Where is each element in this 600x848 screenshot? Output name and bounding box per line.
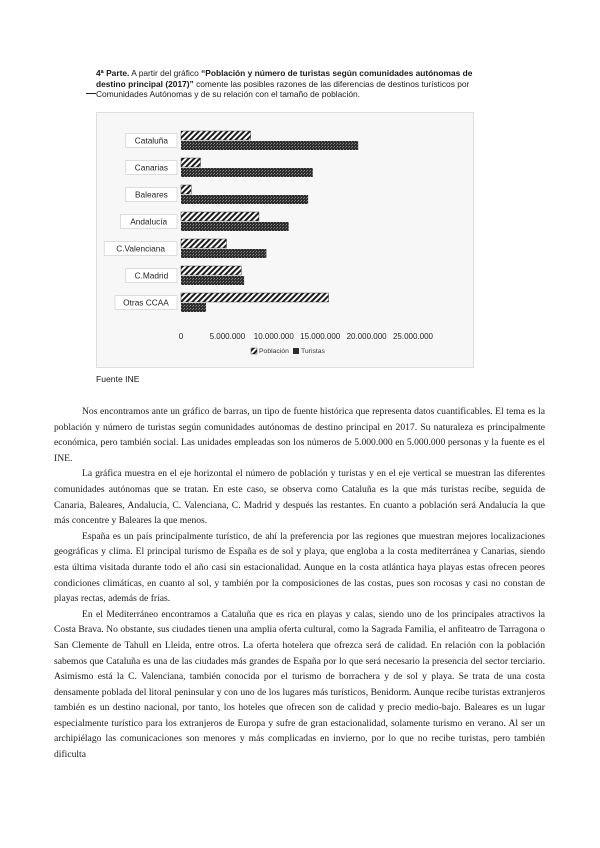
bar-turistas — [181, 222, 289, 231]
part-label: 4ª Parte. — [96, 68, 130, 78]
bar-turistas — [181, 249, 266, 258]
bar-chart — [97, 113, 473, 367]
bar-poblacion — [181, 158, 200, 167]
chart-figure — [96, 112, 474, 368]
bar-turistas — [181, 276, 244, 285]
legend-label-poblacion: Población — [259, 348, 289, 355]
bar-turistas — [181, 141, 358, 150]
legend-swatch-poblacion — [251, 348, 257, 354]
bar-poblacion — [181, 266, 241, 275]
category-label: Cataluña — [134, 135, 169, 146]
x-tick-label: 5.000.000 — [209, 332, 246, 341]
bar-poblacion — [181, 293, 329, 302]
bar-turistas — [181, 195, 308, 204]
margin-dash — [86, 93, 96, 94]
category-label: Otras CCAA — [123, 297, 169, 308]
category-label: C.Valenciana — [116, 243, 165, 254]
category-label: Canarias — [134, 162, 169, 173]
category-label: Baleares — [135, 189, 168, 200]
x-tick-label: 25.000.000 — [392, 332, 434, 341]
legend-swatch-turistas — [293, 348, 299, 354]
category-label: C.Madrid — [134, 270, 169, 281]
paragraph: La gráfica muestra en el eje horizontal el número de población y turistas y en el eje vertical se muestran las diferentes comunidades autónomas que se tratan. En este caso, se observa como Cataluña es la que más turistas recibe, seguida de Canaria, Baleares, Andalucía, C. Valenciana, C. Madrid y después las restantes. En cuanto a población será Andalucía la que más concentre y Baleares la que menos. — [54, 468, 545, 527]
x-tick-label: 15.000.000 — [300, 332, 341, 341]
bar-poblacion — [181, 131, 251, 140]
header-instruction: comente las posibles razones de las diferencias de destinos turísticos por Comunidades Autónomas y de su relación con el tamaño de población. — [96, 78, 470, 100]
x-tick-label: 10.000.000 — [253, 332, 294, 341]
bar-poblacion — [181, 239, 226, 248]
bar-turistas — [181, 168, 313, 177]
x-tick-label: 0 — [178, 332, 184, 341]
essay-text — [54, 404, 545, 763]
source-label: Fuente INE — [96, 374, 140, 384]
x-tick-label: 20.000.000 — [346, 332, 387, 341]
bar-poblacion — [181, 212, 259, 221]
header-intro: A partir del gráfico — [131, 68, 199, 78]
chart-title-quote: “Población y número de turistas según comunidades autónomas de destino principal (2017)” — [96, 68, 473, 89]
assignment-header — [96, 68, 501, 100]
paragraph: Nos encontramos ante un gráfico de barras, un tipo de fuente histórica que representa datos cuantificables. El tema es la población y número de turistas según comunidades autónomas de destino principal en 2017. Su naturaleza es principalmente económica, pero también social. Las unidades empleadas son los números de 5.000.000 en 5.000.000 personas y la fuente es el INE. — [54, 406, 545, 464]
paragraph: España es un país principalmente turístico, de ahí la preferencia por las regiones que muestran mejores localizaciones geográficas y clima. El principal turismo de España es de sol y playa, que engloba a la costa mediterránea y Canarias, siendo esta última visitada durante todo el año casi sin estacionalidad. Aunque en la costa atlántica haya playas estas ofrecen peores condiciones climáticas, en cuanto al sol, y también por la composiciones de las costas, pues son rocosas y casi no constan de playas rectas, además de frías. — [54, 530, 545, 605]
category-label: Andalucía — [130, 216, 168, 227]
bar-poblacion — [181, 185, 191, 194]
bar-turistas — [181, 303, 206, 312]
legend-label-turistas: Turistas — [301, 348, 325, 355]
paragraph: En el Mediterráneo encontramos a Cataluña que es rica en playas y calas, siendo uno de los principales atractivos la Costa Brava. No obstante, sus ciudades tienen una amplia oferta cultural, como la Sagrada Familia, el anfiteatro de Tarragona o San Clemente de Tahull en Lleida, entre otros. La oferta hotelera que ofrezca será de calidad. En relación con la población sabemos que Cataluña es una de las ciudades más grandes de España por lo que será necesario la presencia del sector terciario. Asimismo está la C. Valenciana, también conocida por el turismo de borrachera y de sol y playa. Se trata de una costa densamente poblada del litoral peninsular y con uno de los lugares más turísticos, Benidorm. Aunque recibe turistas extranjeros también es un destino nacional, por tanto, los hoteles que ofrecen son de calidad y precio medio-bajo. Baleares es un lugar especialmente turístico para los extranjeros de Europa y sufre de gran estacionalidad, solamente turismo en verano. Al ser un archipiélago las comunicaciones son menores y más complicadas en invierno, por lo que no recibe turistas, pero también dificulta — [54, 608, 545, 761]
